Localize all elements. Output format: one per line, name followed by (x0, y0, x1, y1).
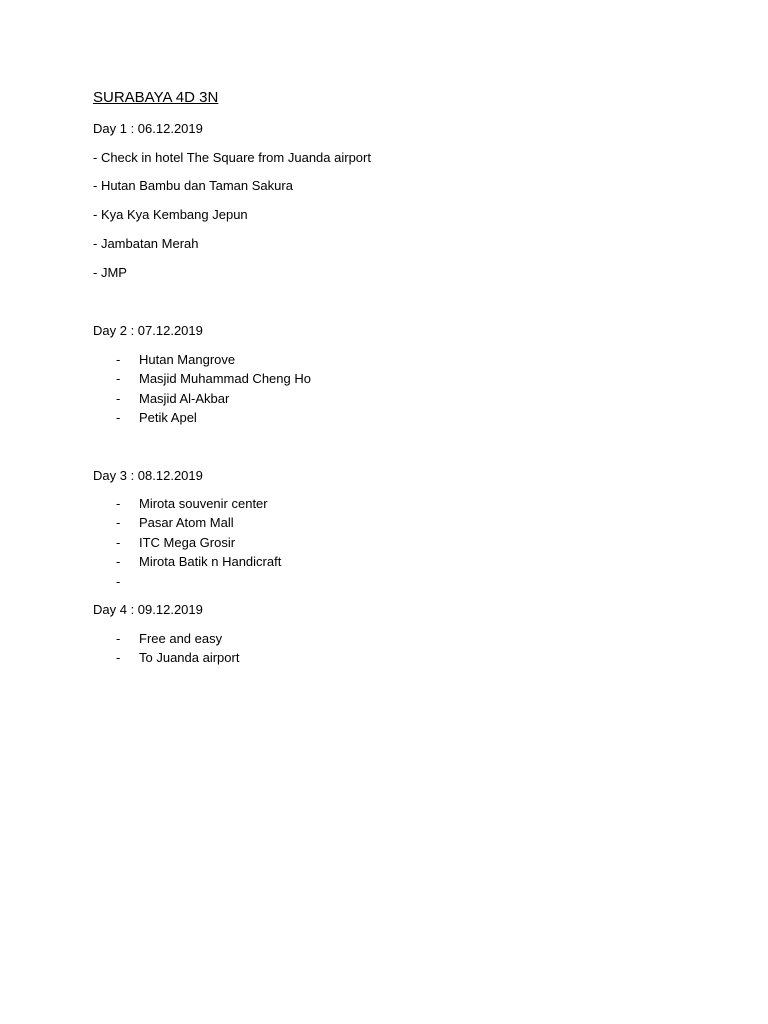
day-1-line: - Kya Kya Kembang Jepun (93, 207, 248, 222)
bullet-dash: - (116, 515, 121, 531)
bullet-dash: - (116, 554, 121, 570)
bullet-dash: - (116, 650, 121, 666)
bullet-dash: - (116, 410, 121, 426)
document-title: SURABAYA 4D 3N (93, 89, 219, 106)
document-page: SURABAYA 4D 3N Day 1 : 06.12.2019 - Check in hotel The Square from Juanda airport - Hutan Bambu dan Taman Sakura - Kya Kya Kembang Jepun - Jambatan Merah - JMP Day 2 : 07.12.2019 - Hutan Mangrove - Masjid Muhammad Cheng Ho - Masjid Al-Akbar - Petik Apel Day 3 : 08.12.2019 - Mirota souvenir center - Pasar Atom Mall - ITC Mega Grosir - Mirota Batik n Handicraft - Day 4 : 09.12.2019 - Free and easy - To Juanda airport (93, 89, 371, 666)
bullet-dash: - (116, 390, 121, 406)
bullet-dash: - (116, 496, 121, 511)
bullet-dash: - (116, 573, 121, 589)
day-4-heading: Day 4 : 09.12.2019 (93, 602, 203, 617)
day-1-heading: Day 1 : 06.12.2019 (93, 121, 203, 136)
day-3-heading: Day 3 : 08.12.2019 (93, 468, 203, 483)
day-1-line: - Jambatan Merah (93, 236, 199, 251)
day-2-heading: Day 2 : 07.12.2019 (93, 323, 203, 338)
bullet-dash: - (116, 352, 121, 367)
day-1-line: - Hutan Bambu dan Taman Sakura (93, 178, 293, 193)
bullet-dash: - (116, 631, 121, 646)
day-1-line: - JMP (93, 265, 127, 280)
bullet-dash: - (116, 534, 121, 550)
bullet-dash: - (116, 371, 121, 387)
day-1-line: - Check in hotel The Square from Juanda airport (93, 150, 371, 165)
